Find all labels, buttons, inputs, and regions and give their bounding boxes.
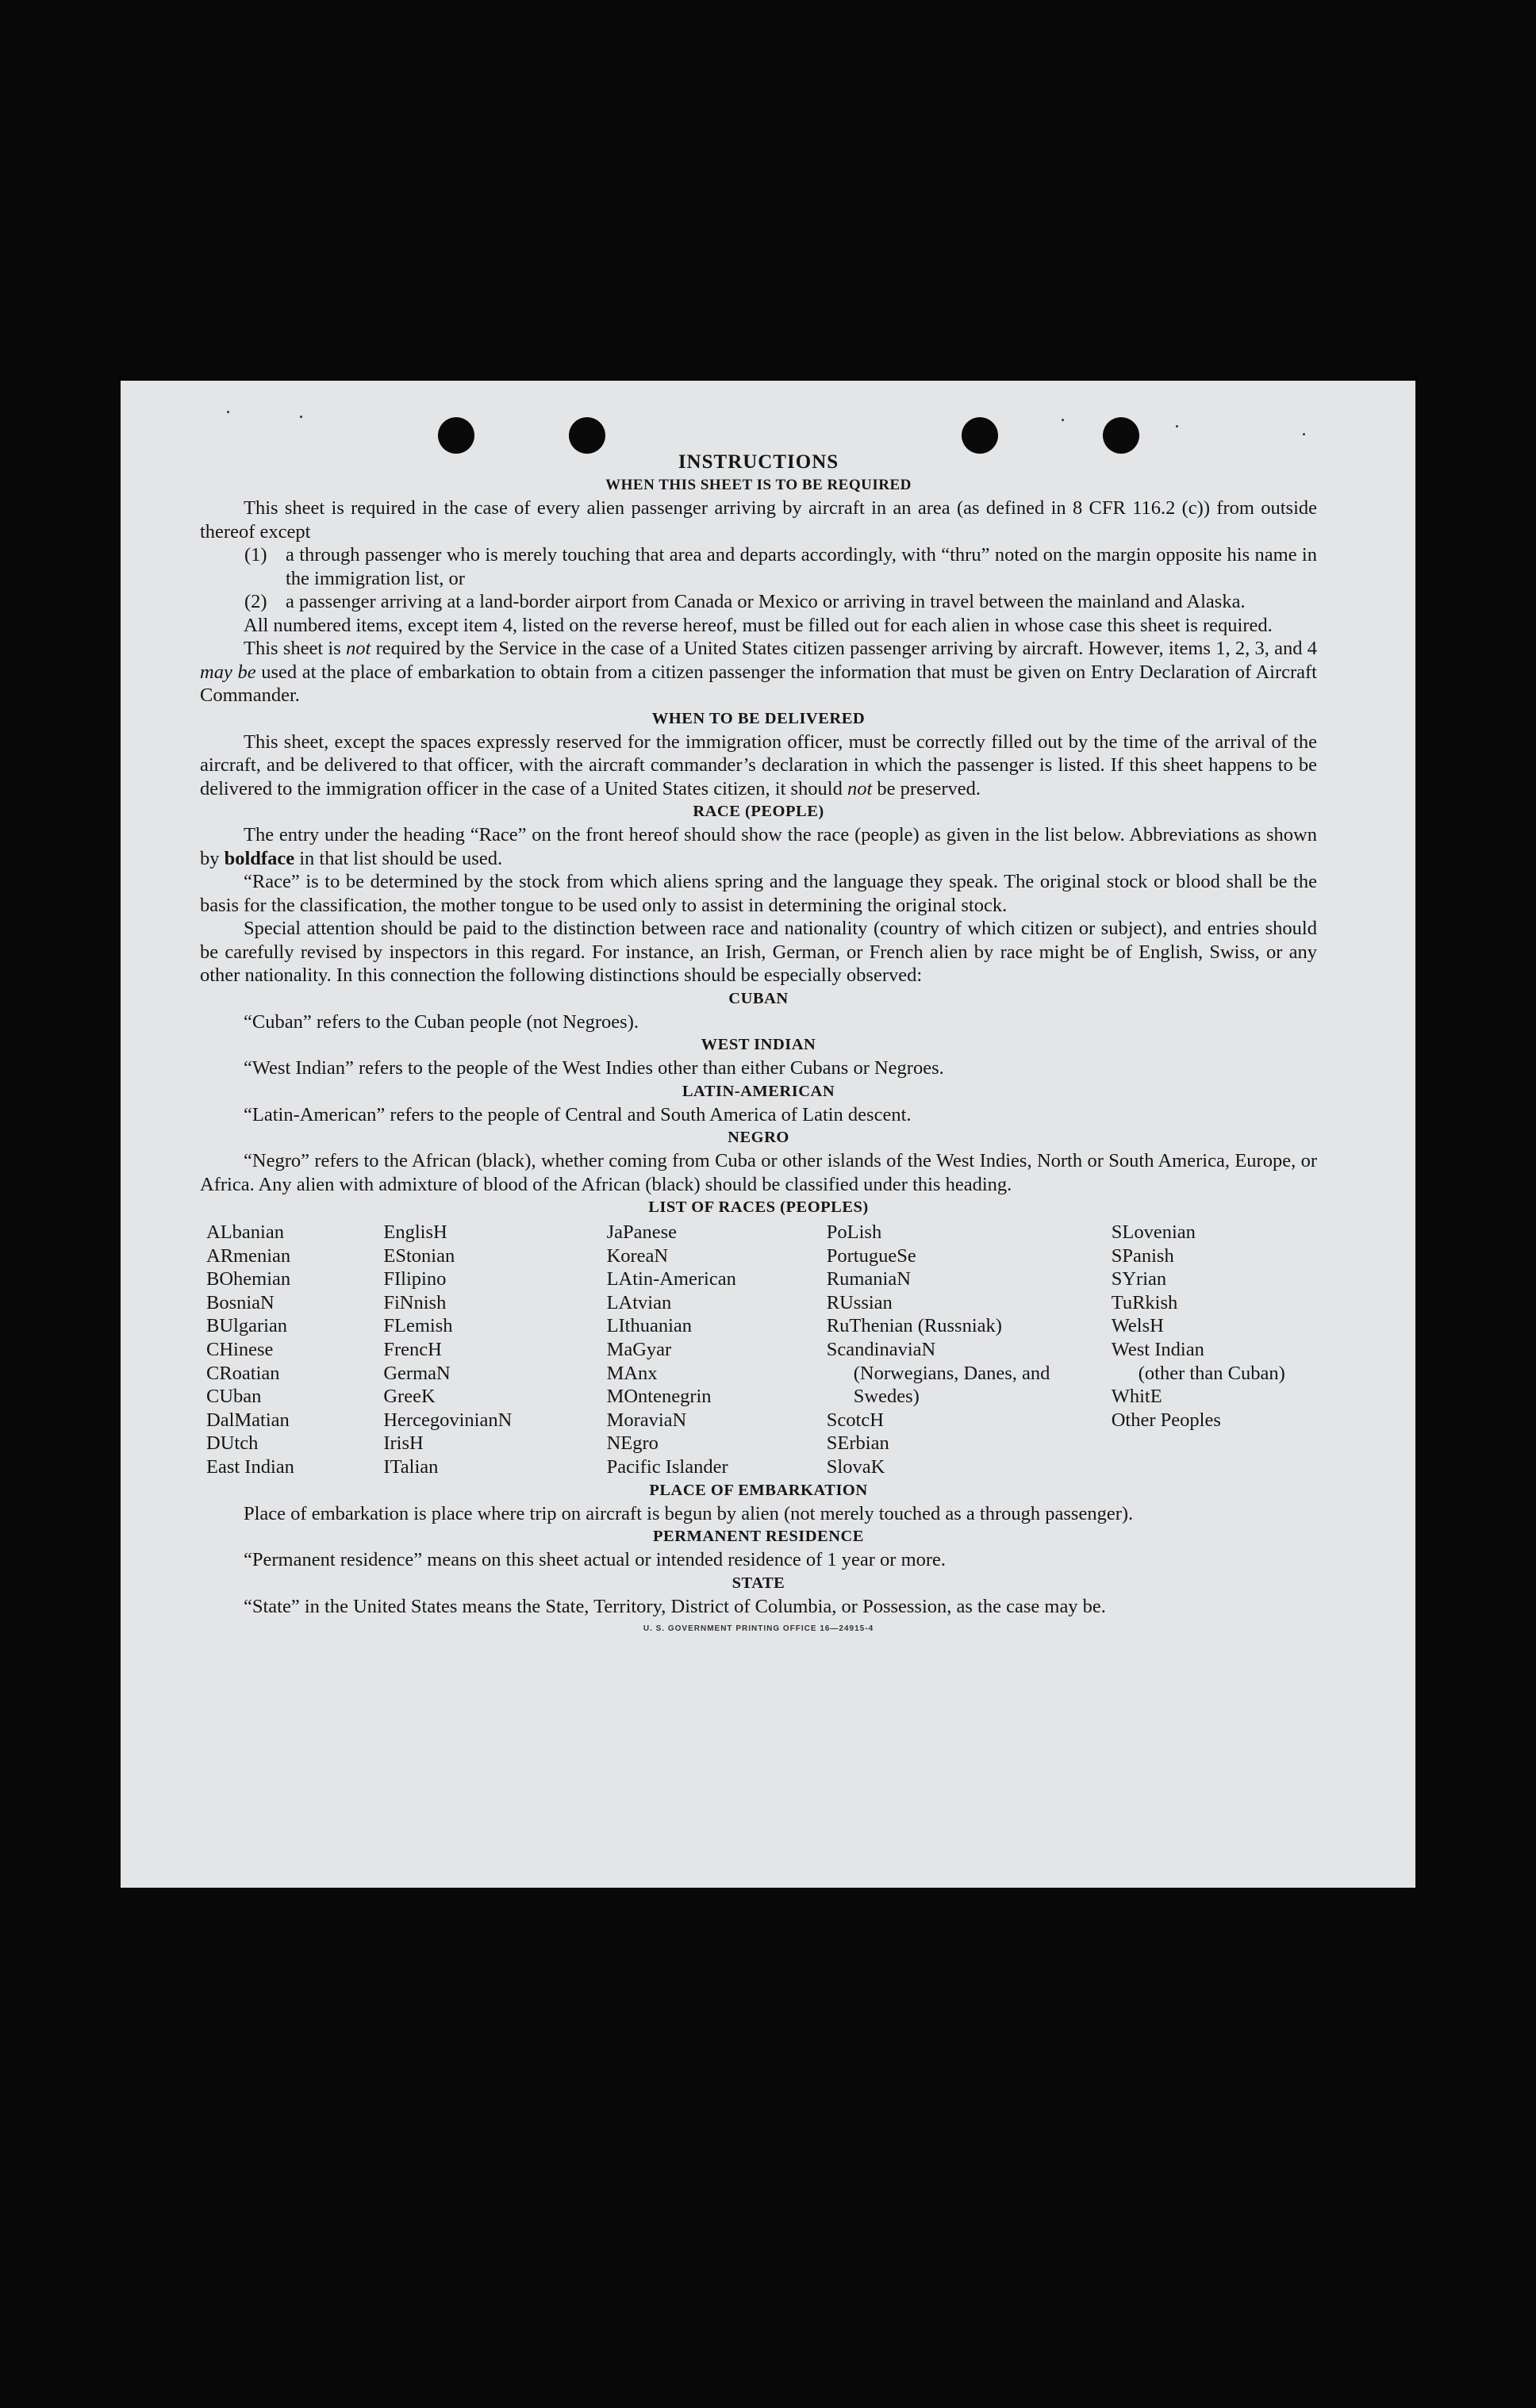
race-entry: MaGyar: [606, 1338, 672, 1360]
race-entry-note: (Norwegians, Danes, and Swedes): [853, 1362, 1050, 1408]
heading-west-indian: WEST INDIAN: [701, 1036, 816, 1053]
race-entry: BUlgarian: [206, 1315, 288, 1337]
paper-speck: [1176, 425, 1178, 428]
exception-number: (1): [244, 544, 267, 566]
title-instructions: INSTRUCTIONS: [678, 451, 839, 473]
punch-hole: [1103, 417, 1139, 454]
emphasis-boldface: boldface: [224, 847, 295, 869]
race-entry: East Indian: [206, 1455, 294, 1478]
text-run: in that list should be used.: [294, 847, 503, 869]
race-entry: FLemish: [383, 1315, 453, 1337]
text-run: required by the Service in the case of a United States citizen passenger arriving by aircraft. However, items 1, 2, 3, and 4: [371, 638, 1317, 659]
race-entry: SYrian: [1111, 1268, 1167, 1290]
race-entry: ScotcH: [826, 1409, 884, 1431]
race-entry: PortugueSe: [826, 1244, 916, 1267]
emphasis-not: not: [346, 638, 371, 659]
race-entry: WhitE: [1111, 1386, 1162, 1408]
race-entry: RumaniaN: [826, 1268, 911, 1290]
heading-state: STATE: [732, 1574, 785, 1592]
race-entry: RUssian: [826, 1291, 893, 1313]
exception-text: a through passenger who is merely touching that area and departs accordingly, with “thru” noted on the margin opposite his name in the immigration list, or: [286, 544, 1317, 589]
race-entry: SLovenian: [1111, 1221, 1196, 1243]
race-list: [200, 1221, 1317, 1479]
race-entry: NEgro: [606, 1432, 659, 1455]
race-entry: West Indian: [1111, 1338, 1204, 1360]
paragraph-latin-american: “Latin-American” refers to the people of Central and South America of Latin descent.: [244, 1103, 912, 1125]
exception-item: [244, 543, 1317, 590]
heading-permanent-residence: PERMANENT RESIDENCE: [653, 1528, 864, 1546]
race-entry: SlovaK: [826, 1455, 885, 1478]
race-entry: LAtvian: [606, 1291, 672, 1313]
race-entry: ScandinaviaN: [826, 1338, 936, 1360]
paragraph-permanent-residence: “Permanent residence” means on this sheet actual or intended residence of 1 year or more.: [244, 1549, 947, 1571]
race-entry: BOhemian: [206, 1268, 291, 1290]
race-entry: LAtin-American: [606, 1268, 736, 1290]
paragraph-requirement: This sheet is required in the case of every alien passenger arriving by aircraft in an area (as defined in 8 CFR 116.2 (c)) from outside thereof except: [200, 497, 1317, 543]
race-entry: Pacific Islander: [606, 1455, 728, 1478]
race-entry: IrisH: [383, 1432, 424, 1455]
race-entry: CHinese: [206, 1338, 274, 1360]
paragraph-negro: “Negro” refers to the African (black), whether coming from Cuba or other islands of the West Indies, North or South America, Europe, or Africa. Any alien with admixture of blood of the African (black) should be classified under this heading.: [200, 1150, 1317, 1195]
text-run: The entry under the heading “Race” on the front hereof should show the race (people) as given in the list below. Abbreviations as shown by: [200, 824, 1317, 869]
race-entry: HercegovinianN: [383, 1409, 513, 1431]
paragraph-place-of-embarkation: Place of embarkation is place where trip on aircraft is begun by alien (not merely touched as a through passenger).: [244, 1502, 1134, 1524]
race-entry: ALbanian: [206, 1221, 284, 1243]
exception-list: [244, 543, 1317, 614]
heading-latin-american: LATIN-AMERICAN: [682, 1082, 835, 1100]
text-run: used at the place of embarkation to obtain from a citizen passenger the information that must be given on Entry Declaration of Aircraft Commander.: [200, 661, 1317, 706]
race-entry: CUban: [206, 1386, 262, 1408]
race-entry: SErbian: [826, 1432, 889, 1455]
race-entry: JaPanese: [606, 1221, 678, 1243]
race-entry: CRoatian: [206, 1362, 280, 1384]
heading-list-of-races: LIST OF RACES (PEOPLES): [648, 1198, 869, 1216]
instruction-sheet: [121, 381, 1415, 1888]
race-column: [607, 1221, 827, 1479]
emphasis-not: not: [847, 777, 873, 799]
paragraph-race-stock: “Race” is to be determined by the stock from which aliens spring and the language they speak. The original stock or blood shall be the basis for the classification, the mother tongue to be used only to assist in determining the original stock.: [200, 871, 1317, 916]
heading-place-of-embarkation: PLACE OF EMBARKATION: [649, 1481, 868, 1499]
emphasis-may-be: may be: [200, 661, 256, 683]
race-column: [206, 1221, 383, 1479]
punch-hole: [962, 417, 998, 454]
heading-race: RACE (PEOPLE): [693, 803, 824, 820]
heading-when-delivered: WHEN TO BE DELIVERED: [651, 709, 866, 727]
race-entry: EStonian: [383, 1244, 455, 1267]
race-entry-note: (other than Cuban): [1138, 1362, 1285, 1384]
race-entry: GermaN: [383, 1362, 451, 1384]
race-entry: PoLish: [826, 1221, 882, 1243]
punch-hole: [569, 417, 605, 454]
race-entry: MAnx: [606, 1362, 658, 1384]
paragraph-race-nationality: Special attention should be paid to the distinction between race and nationality (country of which citizen or subject), and entries should be carefully revised by inspectors in this regard. For instance, an Irish, German, or French alien by race might be of English, Swiss, or any other nationality. In this connection the following distinctions should be especially observed:: [200, 918, 1317, 986]
paragraph-cuban: “Cuban” refers to the Cuban people (not Negroes).: [244, 1010, 639, 1033]
paragraph-state: “State” in the United States means the State, Territory, District of Columbia, or Possession, as the case may be.: [244, 1595, 1106, 1617]
exception-number: (2): [244, 591, 267, 612]
paragraph-race-entry: [200, 823, 1317, 870]
race-column: [383, 1221, 606, 1479]
race-entry: RuThenian (Russniak): [826, 1315, 1002, 1337]
printing-office-imprint: U. S. GOVERNMENT PRINTING OFFICE 16—24915-4: [643, 1624, 874, 1634]
paper-speck: [227, 411, 229, 413]
heading-cuban: CUBAN: [728, 989, 789, 1007]
punch-hole: [438, 417, 474, 454]
exception-text: a passenger arriving at a land-border airport from Canada or Mexico or arriving in travel between the mainland and Alaska.: [286, 591, 1246, 612]
paragraph-numbered-items: All numbered items, except item 4, listed on the reverse hereof, must be filled out for each alien in whose case this sheet is required.: [244, 614, 1273, 636]
race-entry: FIlipino: [383, 1268, 447, 1290]
race-entry: TuRkish: [1111, 1291, 1178, 1313]
race-entry: EnglisH: [383, 1221, 447, 1243]
text-run: This sheet is: [244, 638, 347, 659]
race-entry: MOntenegrin: [606, 1386, 712, 1408]
paragraph-delivery: [200, 730, 1317, 801]
heading-when-required: WHEN THIS SHEET IS TO BE REQUIRED: [605, 477, 912, 493]
race-entry: BosniaN: [206, 1291, 275, 1313]
race-column: [1112, 1221, 1317, 1479]
race-column: [827, 1221, 1112, 1479]
race-entry: FrencH: [383, 1338, 442, 1360]
text-run: be preserved.: [872, 777, 981, 799]
heading-negro: NEGRO: [728, 1129, 789, 1146]
text-run: This sheet, except the spaces expressly reserved for the immigration officer, must be correctly filled out by the time of the arrival of the aircraft, and be delivered to that officer, with the aircraft commander’s declaration in which the passenger is listed. If this sheet happens to be delivered to the immigration officer in the case of a United States citizen, it should: [200, 730, 1317, 799]
race-entry: SPanish: [1111, 1244, 1174, 1267]
paper-speck: [300, 416, 302, 418]
exception-item: [244, 590, 1317, 614]
race-entry: MoraviaN: [606, 1409, 687, 1431]
paper-speck: [1303, 433, 1305, 435]
paper-speck: [1062, 419, 1064, 421]
paragraph-west-indian: “West Indian” refers to the people of the West Indies other than either Cubans or Negroes.: [244, 1057, 944, 1079]
race-entry: DalMatian: [206, 1409, 290, 1431]
race-entry: GreeK: [383, 1386, 436, 1408]
race-entry: KoreaN: [606, 1244, 669, 1267]
paragraph-citizen: [200, 637, 1317, 707]
race-entry: ARmenian: [206, 1244, 291, 1267]
race-entry: Other Peoples: [1111, 1409, 1221, 1431]
race-entry: FiNnish: [383, 1291, 447, 1313]
race-entry: ITalian: [383, 1455, 439, 1478]
race-entry: LIthuanian: [606, 1315, 693, 1337]
race-entry: DUtch: [206, 1432, 259, 1455]
race-entry: WelsH: [1111, 1315, 1164, 1337]
